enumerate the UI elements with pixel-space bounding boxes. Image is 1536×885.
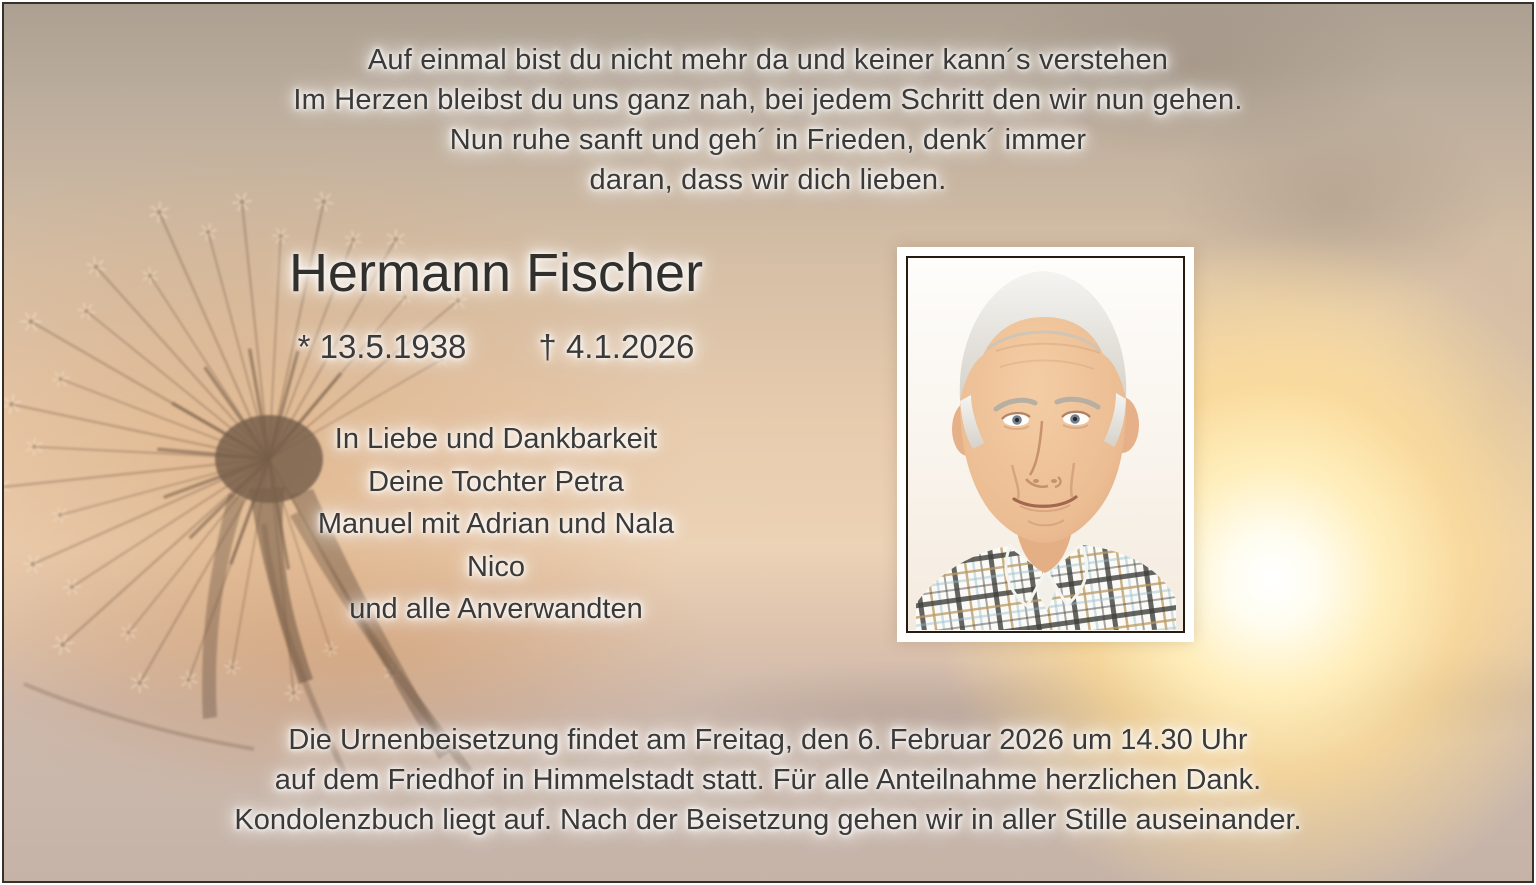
funeral-details — [4, 720, 1532, 840]
deceased-name: Hermann Fischer — [288, 243, 704, 303]
birth-symbol: * — [297, 328, 311, 365]
portrait-photo-frame — [897, 247, 1194, 642]
birth-date — [298, 328, 467, 366]
portrait-photo — [906, 256, 1185, 633]
poem-line: Auf einmal bist du nicht mehr da und keiner kann´s verstehen — [367, 44, 1169, 76]
funeral-line: auf dem Friedhof in Himmelstadt statt. Für alle Anteilnahme herzlichen Dank. — [274, 764, 1262, 796]
memorial-card — [2, 2, 1534, 883]
mourners-line: In Liebe und Dankbarkeit — [334, 423, 658, 455]
funeral-line: Kondolenzbuch liegt auf. Nach der Beisetzung gehen wir in aller Stille auseinander. — [234, 804, 1302, 836]
death-date — [538, 328, 694, 366]
poem — [4, 40, 1532, 200]
mourners-line: und alle Anverwandten — [349, 593, 643, 625]
life-dates — [146, 328, 846, 366]
poem-line: Nun ruhe sanft und geh´ in Frieden, denk´ immer — [449, 124, 1087, 156]
poem-line: Im Herzen bleibst du uns ganz nah, bei jedem Schritt den wir nun gehen. — [293, 84, 1243, 116]
mourners-list — [146, 418, 846, 631]
mourners-line: Nico — [466, 550, 525, 583]
mourners-line: Manuel mit Adrian und Nala — [317, 508, 675, 540]
poem-line: daran, dass wir dich lieben. — [589, 164, 947, 196]
death-date-value: 4.1.2026 — [565, 328, 695, 365]
mourners-line: Deine Tochter Petra — [368, 465, 624, 498]
birth-date-value: 13.5.1938 — [319, 328, 467, 365]
portrait-illustration — [908, 258, 1183, 631]
death-cross-symbol: † — [538, 328, 557, 365]
funeral-line: Die Urnenbeisetzung findet am Freitag, den 6. Februar 2026 um 14.30 Uhr — [288, 724, 1248, 756]
